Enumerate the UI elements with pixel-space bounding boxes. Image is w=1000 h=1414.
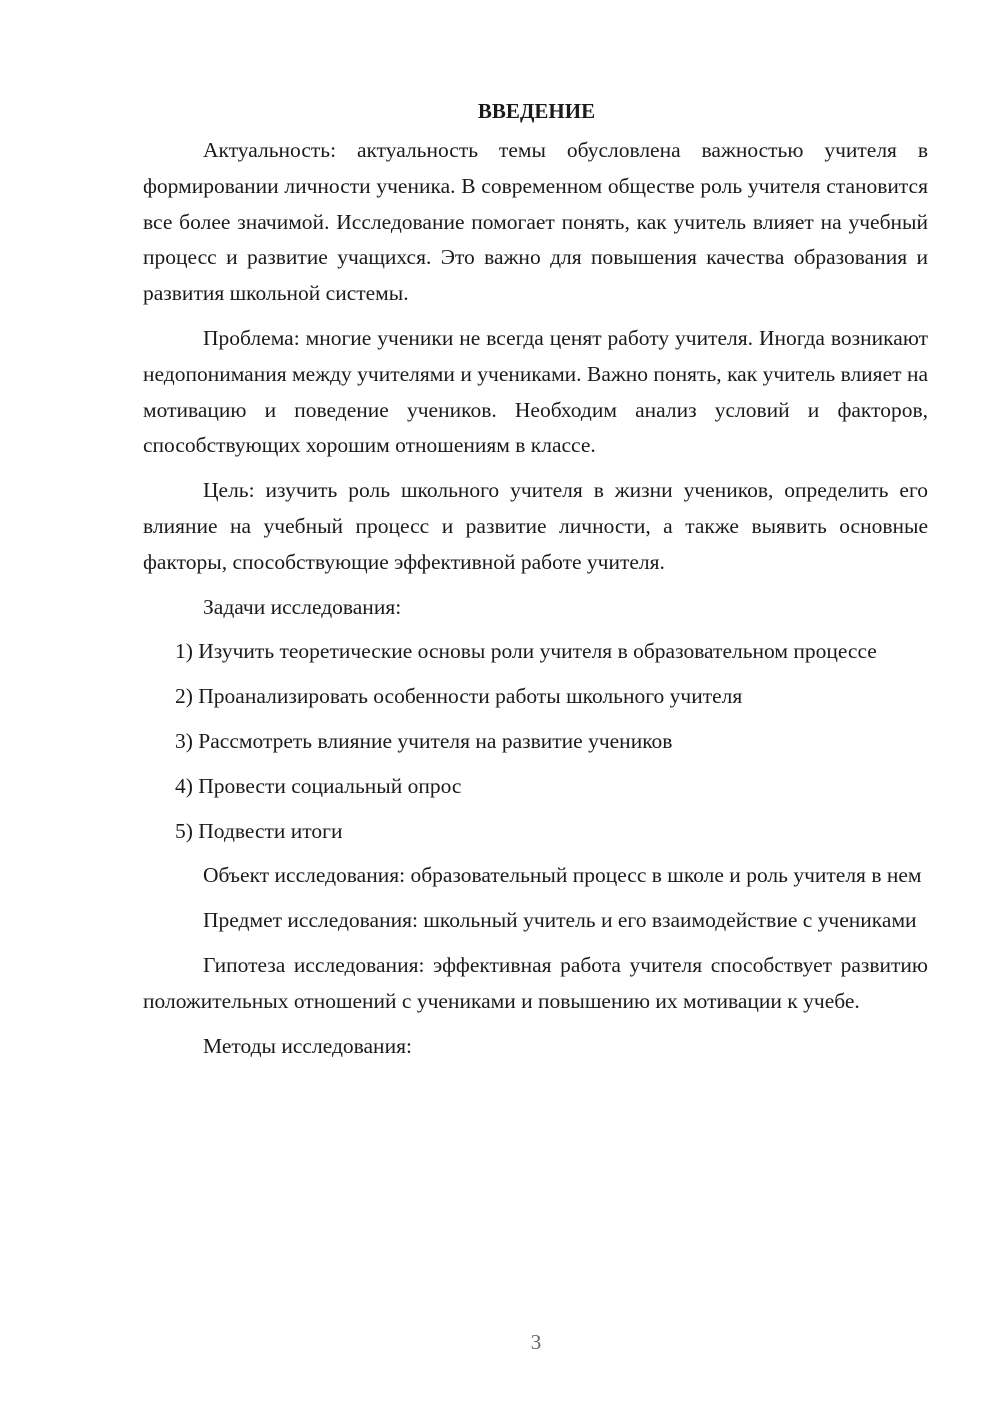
task-item-5: 5) Подвести итоги [175,818,343,843]
section-title: ВВЕДЕНИЕ [477,99,596,123]
task-item-4: 4) Провести социальный опрос [175,773,462,798]
relevance-paragraph: Актуальность: актуальность темы обусловлена важностью учителя в формировании личности ученика. В современном обществе роль учителя становится все более значимой. Исследование помогает понять, как учитель влияет на учебный процесс и развитие учащихся. Это важно для повышения качества образования и развития школьной системы. [143,138,928,306]
task-item-3: 3) Рассмотреть влияние учителя на развитие учеников [175,728,673,753]
problem-paragraph: Проблема: многие ученики не всегда ценят работу учителя. Иногда возникают недопонимания между учителями и учениками. Важно понять, как учитель влияет на мотивацию и поведение учеников. Необходим анализ условий и факторов, способствующих хорошим отношениям в классе. [143,325,928,458]
tasks-list [143,634,928,849]
subject-paragraph: Предмет исследования: школьный учитель и его взаимодействие с учениками [203,908,917,933]
goal-paragraph: Цель: изучить роль школьного учителя в жизни учеников, определить его влияние на учебный процесс и развитие личности, а также выявить основные факторы, способствующие эффективной работе учителя. [143,478,928,574]
methods-heading: Методы исследования: [203,1033,412,1058]
page-content [143,93,928,1073]
object-paragraph: Объект исследования: образовательный процесс в школе и роль учителя в нем [203,863,922,888]
tasks-heading: Задачи исследования: [203,594,402,619]
page-number: 3 [530,1330,542,1354]
hypothesis-paragraph: Гипотеза исследования: эффективная работа учителя способствует развитию положительных отношений с учениками и повышению их мотивации к учебе. [143,952,928,1013]
task-item-2: 2) Проанализировать особенности работы школьного учителя [175,684,743,709]
task-item-1: 1) Изучить теоретические основы роли учителя в образовательном процессе [175,639,877,664]
